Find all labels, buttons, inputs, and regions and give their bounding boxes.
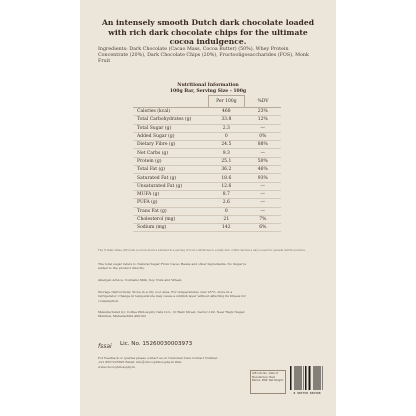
nutrition-header-row	[133, 96, 281, 108]
nutrient-name: Unsaturated Fat (g)	[133, 182, 208, 190]
nutrient-name: Added Sugar (g)	[133, 132, 208, 140]
nutrient-dv: —	[245, 190, 281, 198]
nutrient-name: Protein (g)	[133, 157, 208, 165]
nutrient-dv: 7%	[245, 215, 281, 223]
nutrition-row	[133, 108, 281, 116]
nutrient-name: PUFA (g)	[133, 199, 208, 207]
nutrient-header-blank	[133, 96, 208, 108]
nutrition-row	[133, 132, 281, 140]
nutrient-dv: —	[245, 199, 281, 207]
nutrient-name: Net Carbs (g)	[133, 149, 208, 157]
nutrient-name: Calories (kcal)	[133, 108, 208, 116]
dv-header: %DV	[245, 96, 281, 108]
nutrient-value: 36.2	[208, 166, 244, 174]
manufacturer-info: Manufactured by: Coffee Philosophy Cafe Ltd., 10 Bent Street, Sector-102, Near Rajiv Nagar, Mumbai, Maharashtra 400102	[98, 310, 245, 319]
nutrient-dv: 93%	[245, 174, 281, 182]
nutrient-dv: 23%	[245, 108, 281, 116]
nutrient-value: 468	[208, 108, 244, 116]
nutrient-dv: 50%	[245, 157, 281, 165]
nutrient-name: Sodium (mg)	[133, 224, 208, 232]
nutrient-dv: —	[245, 124, 281, 132]
nutrient-value: 18.6	[208, 174, 244, 182]
nutrient-value: 0	[208, 207, 244, 215]
nutrient-value: 9.3	[208, 149, 244, 157]
fssai-license-number: Lic. No. 15260030003973	[120, 341, 193, 347]
barcode	[290, 366, 324, 396]
dv-footnote: The % Daily Value (DV) tells you how much a nutrient in a serving of food contributes to a daily diet. 2,000 calories a day is used for general nutrition advice.	[98, 249, 306, 252]
nutrient-dv: —	[245, 182, 281, 190]
nutrition-row	[133, 116, 281, 124]
allergen-advice: Allergen Advice: Contains Milk, Soy, Nuts and Wheat.	[98, 278, 183, 282]
nutrient-value: 25.1	[208, 157, 244, 165]
nutrition-row	[133, 157, 281, 165]
nutrient-name: Trans Fat (g)	[133, 207, 208, 215]
sugar-note: The total sugar refers to Natural Sugar From Cacao Beans and other ingredients. No Sugar is added to the product directly.	[98, 262, 246, 271]
nutrition-row	[133, 166, 281, 174]
nutrient-name: Total Carbohydrates (g)	[133, 116, 208, 124]
nutrition-heading	[80, 83, 336, 94]
nutrient-value: 2.3	[208, 124, 244, 132]
nutrient-dv: 46%	[245, 166, 281, 174]
nutrient-value: 0	[208, 132, 244, 140]
nutrient-name: Total Fat (g)	[133, 166, 208, 174]
nutrition-row	[133, 215, 281, 223]
nutrition-row	[133, 149, 281, 157]
nutrient-name: MUFA (g)	[133, 190, 208, 198]
barcode-bars	[290, 366, 324, 390]
nutrient-value: 24.5	[208, 141, 244, 149]
nutrient-value: 2.6	[208, 199, 244, 207]
contact-info: For Feedback or queries please contact us on Customer Care Contact Number +91 8657225595 Email: info@chocophilosophy.in Web: www.chocophilosophy.in	[98, 356, 218, 369]
nutrition-rows	[133, 108, 281, 232]
nutrient-dv: 0%	[245, 132, 281, 140]
product-headline: An intensely smooth Dutch dark chocolate loaded with rich dark chocolate chips for the ultimate cocoa indulgence.	[101, 18, 315, 46]
nutrition-subtitle: 100g Bar, Serving Size - 100g	[169, 88, 247, 94]
nutrition-row	[133, 207, 281, 215]
fssai-logo: fssai	[98, 343, 112, 350]
nutrient-name: Dietary Fibre (g)	[133, 141, 208, 149]
nutrition-row	[133, 182, 281, 190]
nutrient-value: 12.6	[208, 182, 244, 190]
nutrition-row	[133, 141, 281, 149]
nutrient-name: Total Sugar (g)	[133, 124, 208, 132]
nutrition-title: Nutritional Information	[177, 83, 239, 88]
nutrient-dv: —	[245, 207, 281, 215]
nutrient-name: Saturated Fat (g)	[133, 174, 208, 182]
nutrient-value: 142	[208, 224, 244, 232]
nutrient-dv: 12%	[245, 116, 281, 124]
nutrition-row	[133, 124, 281, 132]
nutrition-row	[133, 224, 281, 232]
nutrition-row	[133, 190, 281, 198]
nutrient-dv: 6%	[245, 224, 281, 232]
batch-info-box: Gift Lots No.: Date of Manufacture: Best Before: MRP: Net Weight:	[250, 370, 286, 394]
ingredients-text: Ingredients: Dark Chocolate (Cacao Mass, Cocoa Butter) (50%), Whey Protein Concentrate (20%), Dark Chocolate Chips (20%), Fructooligosaccharides (FOS), Monk Fruit	[98, 47, 309, 65]
nutrition-table	[133, 95, 281, 232]
nutrient-dv: 88%	[245, 141, 281, 149]
per-100g-header: Per 100g	[208, 96, 244, 108]
storage-instructions: Storage Instructions: Store in a dry cool area. For temperatures over 25°C, store in a refrigerator. Change in temperature may cause a whitish layer without affecting its fitness for consumption.	[98, 290, 246, 303]
nutrient-value: 21	[208, 215, 244, 223]
nutrition-row	[133, 199, 281, 207]
barcode-number: 8 903758 036398	[293, 390, 321, 395]
nutrient-value: 8.7	[208, 190, 244, 198]
nutrition-row	[133, 174, 281, 182]
nutrient-dv: —	[245, 149, 281, 157]
chocolate-wrapper-back	[80, 0, 336, 416]
nutrient-value: 33.8	[208, 116, 244, 124]
nutrient-name: Cholesterol (mg)	[133, 215, 208, 223]
